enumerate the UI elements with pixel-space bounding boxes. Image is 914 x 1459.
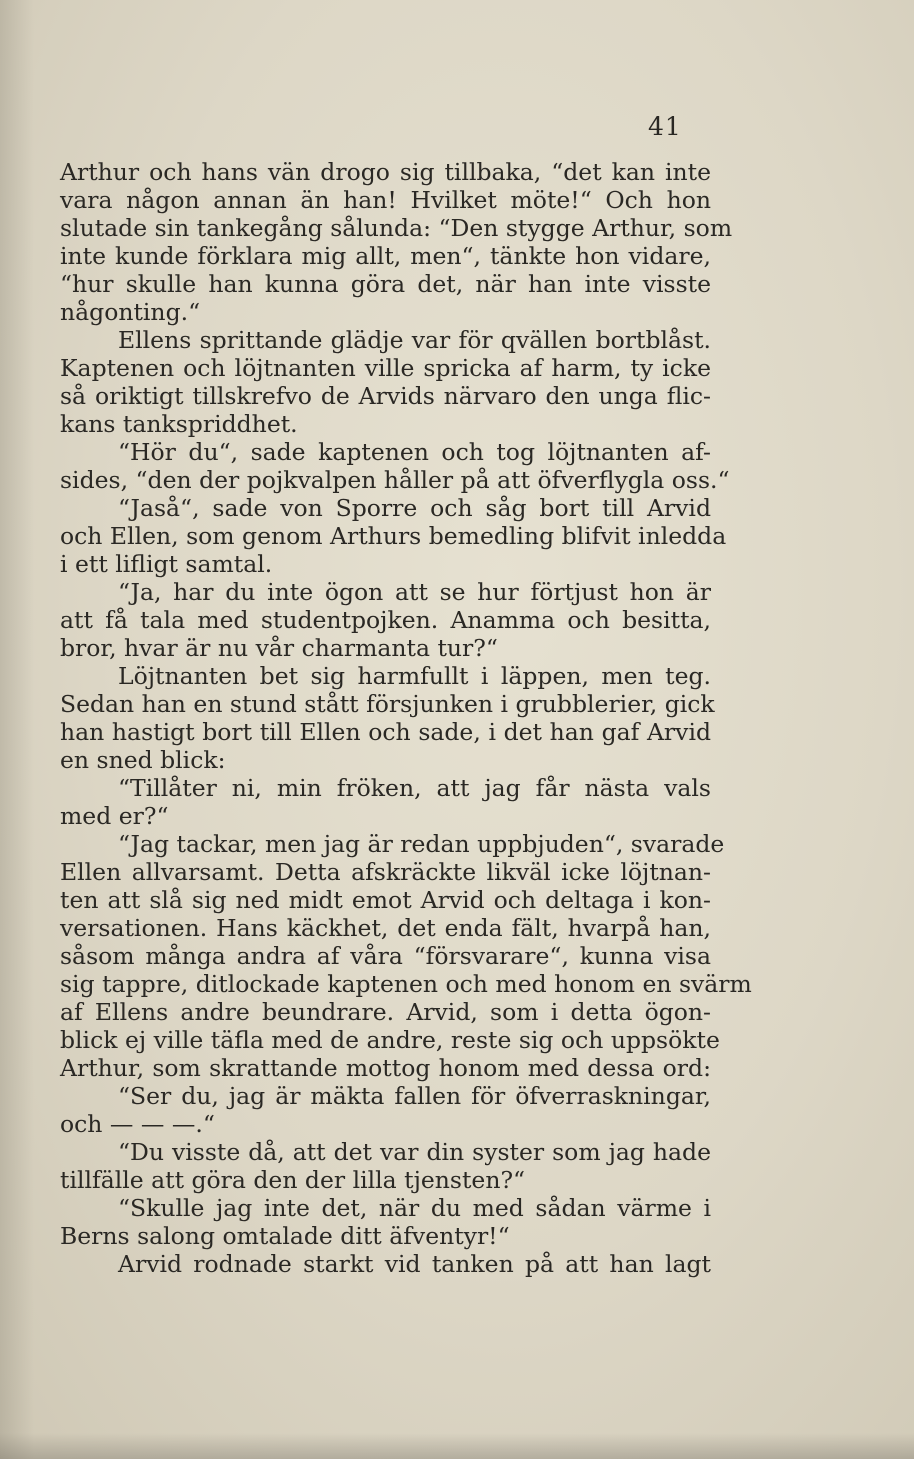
text-line: han hastigt bort till Ellen och sade, i det han gaf Arvid bbox=[60, 718, 711, 746]
text-line: att få tala med studentpojken. Anamma och besitta, bbox=[60, 606, 711, 634]
text-line: så oriktigt tillskrefvo de Arvids närvaro den unga flic- bbox=[60, 382, 711, 410]
text-line: “Tillåter ni, min fröken, att jag får nästa vals bbox=[118, 774, 711, 802]
text-line: Arthur, som skrattande mottog honom med dessa ord: bbox=[60, 1054, 711, 1082]
text-line: kans tankspriddhet. bbox=[60, 410, 298, 438]
text-line: Berns salong omtalade ditt äfventyr!“ bbox=[60, 1222, 510, 1250]
text-line: i ett lifligt samtal. bbox=[60, 550, 273, 578]
text-line: “Jaså“, sade von Sporre och såg bort till Arvid bbox=[118, 494, 711, 522]
text-line: versationen. Hans käckhet, det enda fält, hvarpå han, bbox=[60, 914, 711, 942]
text-line: bror, hvar är nu vår charmanta tur?“ bbox=[60, 634, 498, 662]
text-line: “Ser du, jag är mäkta fallen för öfverraskningar, bbox=[118, 1082, 711, 1110]
text-line: Arvid rodnade starkt vid tanken på att han lagt bbox=[118, 1250, 711, 1278]
text-line: blick ej ville täfla med de andre, reste sig och uppsökte bbox=[60, 1026, 720, 1054]
text-line: Arthur och hans vän drogo sig tillbaka, “det kan inte bbox=[60, 158, 711, 186]
text-line: en sned blick: bbox=[60, 746, 226, 774]
text-line: inte kunde förklara mig allt, men“, tänkte hon vidare, bbox=[60, 242, 711, 270]
page-shadow-left bbox=[0, 0, 34, 1459]
text-line: slutade sin tankegång sålunda: “Den stygge Arthur, som bbox=[60, 214, 733, 242]
text-line: Löjtnanten bet sig harmfullt i läppen, men teg. bbox=[118, 662, 711, 690]
text-line: “Skulle jag inte det, när du med sådan värme i bbox=[118, 1194, 711, 1222]
text-line: Kaptenen och löjtnanten ville spricka af harm, ty icke bbox=[60, 354, 711, 382]
body-text bbox=[60, 158, 752, 1278]
text-line: sig tappre, ditlockade kaptenen och med honom en svärm bbox=[60, 970, 752, 998]
text-line: och Ellen, som genom Arthurs bemedling blifvit inledda bbox=[60, 522, 727, 550]
text-line: “Ja, har du inte ögon att se hur förtjust hon är bbox=[118, 578, 711, 606]
text-line: “Jag tackar, men jag är redan uppbjuden“, svarade bbox=[118, 830, 725, 858]
text-line: “Du visste då, att det var din syster som jag hade bbox=[118, 1138, 711, 1166]
text-line: “Hör du“, sade kaptenen och tog löjtnanten af- bbox=[118, 438, 711, 466]
text-line: “hur skulle han kunna göra det, när han inte visste bbox=[60, 270, 711, 298]
page-shadow-bottom bbox=[0, 1433, 914, 1459]
text-line: vara någon annan än han! Hvilket möte!“ Och hon bbox=[60, 186, 711, 214]
text-line: ten att slå sig ned midt emot Arvid och deltaga i kon- bbox=[60, 886, 711, 914]
text-line: med er?“ bbox=[60, 802, 169, 830]
text-line: Ellen allvarsamt. Detta afskräckte likväl icke löjtnan- bbox=[60, 858, 711, 886]
page-number: 41 bbox=[648, 112, 682, 141]
text-line: Sedan han en stund stått försjunken i grubblerier, gick bbox=[60, 690, 715, 718]
text-line: någonting.“ bbox=[60, 298, 201, 326]
text-line: af Ellens andre beundrare. Arvid, som i detta ögon- bbox=[60, 998, 711, 1026]
text-line: Ellens sprittande glädje var för qvällen bortblåst. bbox=[118, 326, 711, 354]
text-line: sides, “den der pojkvalpen håller på att öfverflygla oss.“ bbox=[60, 466, 730, 494]
text-line: och — — —.“ bbox=[60, 1110, 215, 1138]
text-line: tillfälle att göra den der lilla tjensten?“ bbox=[60, 1166, 526, 1194]
text-line: såsom många andra af våra “försvarare“, kunna visa bbox=[60, 942, 711, 970]
